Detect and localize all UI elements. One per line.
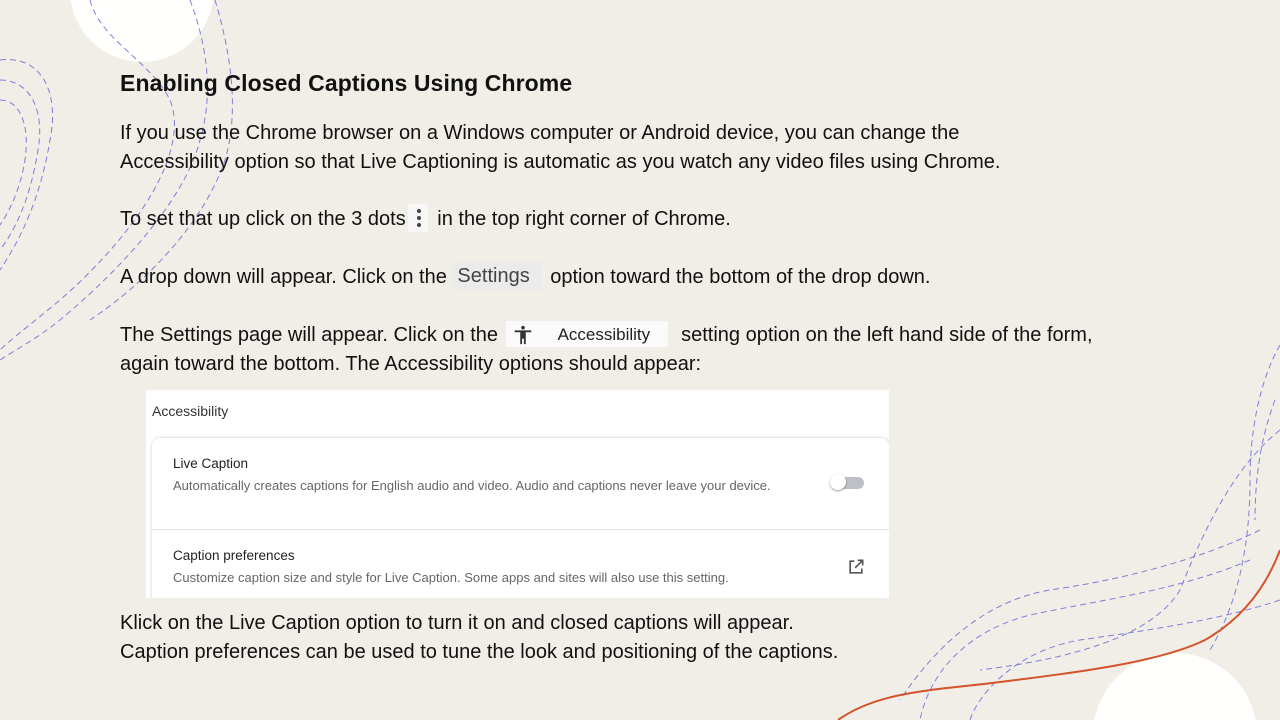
live-caption-title[interactable]: Live Caption — [173, 456, 249, 471]
accessibility-card — [152, 438, 889, 598]
settings-line-2: again toward the bottom. The Accessibility options should appear: — [120, 353, 702, 375]
settings-text-after: setting option on the left hand side of the form, — [675, 324, 1093, 346]
caption-preferences-title[interactable]: Caption preferences — [173, 548, 295, 563]
row-divider — [152, 529, 889, 530]
closing-paragraph — [120, 609, 838, 667]
open-in-new-icon[interactable] — [846, 557, 866, 577]
accessibility-chip-label: Accessibility — [557, 324, 651, 344]
dropdown-text-after: option toward the bottom of the drop down. — [544, 266, 931, 288]
more-vert-icon — [408, 204, 428, 232]
intro-paragraph — [120, 119, 1000, 177]
dots-text-before: To set that up click on the 3 dots — [120, 208, 406, 230]
live-caption-description: Automatically creates captions for English audio and video. Audio and captions never leave your device. — [173, 478, 771, 493]
accessibility-person-icon — [512, 324, 534, 346]
settings-menu-item: Settings — [453, 262, 541, 290]
caption-preferences-description: Customize caption size and style for Live Caption. Some apps and sites will also use this setting. — [173, 570, 729, 585]
accessibility-settings-panel — [146, 390, 889, 598]
accessibility-sidebar-item — [506, 321, 668, 347]
settings-text-before: The Settings page will appear. Click on the — [120, 324, 504, 346]
dots-instruction — [120, 205, 731, 234]
panel-heading: Accessibility — [152, 403, 229, 419]
dropdown-text-before: A drop down will appear. Click on the — [120, 266, 453, 288]
settings-page-instruction — [120, 321, 1093, 379]
closing-line-2: Caption preferences can be used to tune the look and positioning of the captions. — [120, 641, 839, 663]
dots-text-after: in the top right corner of Chrome. — [431, 208, 731, 230]
intro-line-2: Accessibility option so that Live Captioning is automatic as you watch any video files using Chrome. — [120, 151, 1001, 173]
live-caption-toggle[interactable] — [830, 476, 864, 490]
dropdown-instruction — [120, 263, 931, 292]
slide-title: Enabling Closed Captions Using Chrome — [120, 70, 573, 96]
closing-line-1: Klick on the Live Caption option to turn it on and closed captions will appear. — [120, 612, 794, 634]
intro-line-1: If you use the Chrome browser on a Windows computer or Android device, you can change the — [120, 122, 960, 144]
